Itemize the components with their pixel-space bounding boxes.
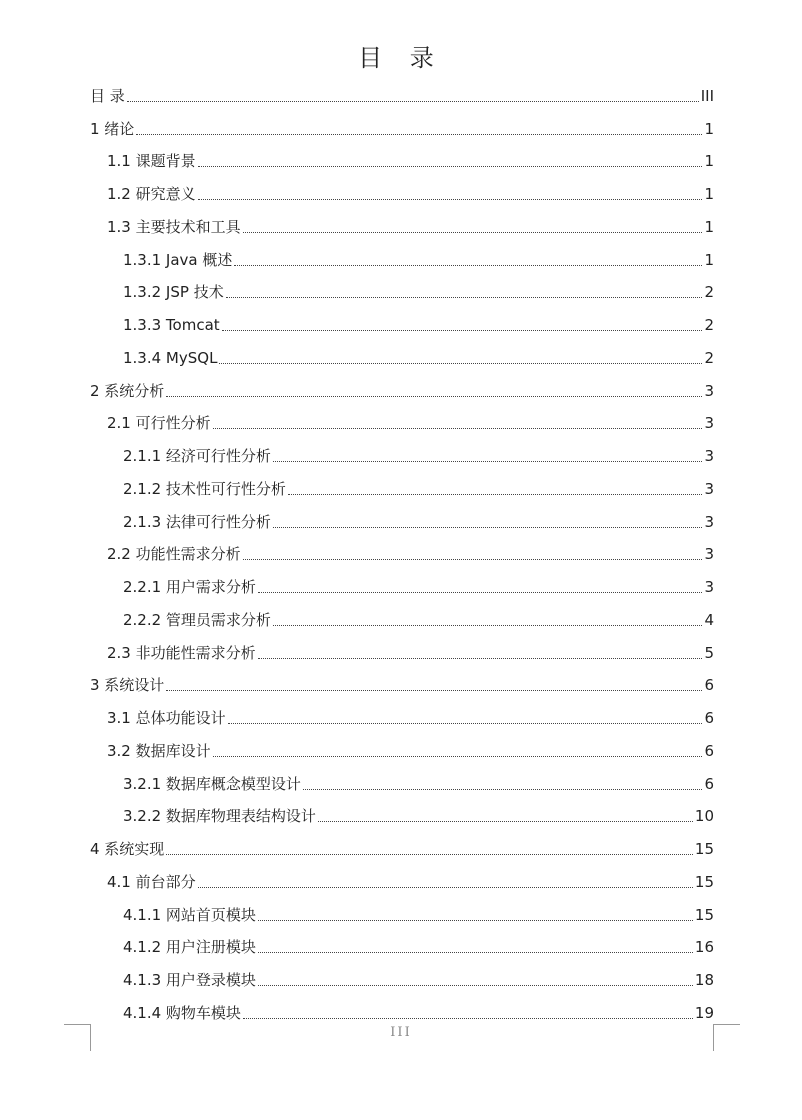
toc-entry-label: 2 系统分析 bbox=[90, 381, 165, 400]
toc-entry[interactable] bbox=[90, 334, 714, 367]
toc-dot-leader bbox=[258, 951, 693, 953]
toc-entry-label: 1.3.3 Tomcat bbox=[123, 316, 220, 334]
toc-dot-leader bbox=[258, 984, 693, 986]
toc-entry[interactable] bbox=[90, 367, 714, 400]
toc-entry-page-number: 15 bbox=[694, 905, 714, 924]
toc-dot-leader bbox=[198, 198, 703, 200]
toc-entry-page-number: 4 bbox=[704, 610, 714, 629]
toc-dot-leader bbox=[234, 264, 702, 266]
toc-dot-leader bbox=[213, 755, 703, 757]
toc-entry[interactable] bbox=[90, 956, 714, 989]
toc-entry-page-number: 10 bbox=[694, 807, 714, 826]
toc-dot-leader bbox=[303, 788, 703, 790]
toc-entry-label: 4 系统实现 bbox=[90, 840, 165, 858]
toc-dot-leader bbox=[222, 329, 703, 331]
toc-entry[interactable] bbox=[90, 924, 714, 957]
toc-dot-leader bbox=[273, 526, 703, 528]
toc-entry[interactable] bbox=[90, 727, 714, 760]
toc-entry[interactable] bbox=[90, 269, 714, 302]
toc-entry-label: 4.1.4 购物车模块 bbox=[123, 1003, 241, 1022]
toc-entry[interactable] bbox=[90, 301, 714, 334]
toc-entry-label: 4.1.1 网站首页模块 bbox=[123, 905, 256, 924]
toc-entry-label: 3.2.1 数据库概念模型设计 bbox=[123, 774, 301, 793]
toc-dot-leader bbox=[166, 853, 693, 855]
toc-entry-label: 3.2 数据库设计 bbox=[107, 741, 211, 760]
toc-entry[interactable] bbox=[90, 596, 714, 629]
page-title: 目 录 bbox=[358, 44, 444, 73]
toc-dot-leader bbox=[219, 362, 702, 364]
toc-entry-page-number: 1 bbox=[704, 250, 714, 269]
toc-entry[interactable] bbox=[90, 72, 714, 105]
toc-entry-page-number: 5 bbox=[704, 643, 714, 662]
toc-dot-leader bbox=[226, 296, 703, 298]
toc-entry[interactable] bbox=[90, 105, 714, 138]
toc-entry-page-number: 19 bbox=[694, 1003, 714, 1022]
toc-entry-label: 2.1.3 法律可行性分析 bbox=[123, 512, 271, 531]
table-of-contents bbox=[90, 72, 714, 1022]
toc-dot-leader bbox=[243, 558, 703, 560]
toc-entry[interactable] bbox=[90, 236, 714, 269]
toc-entry-label: 2.2.1 用户需求分析 bbox=[123, 578, 256, 596]
toc-entry-page-number: 3 bbox=[704, 545, 714, 564]
toc-entry[interactable] bbox=[90, 825, 714, 858]
toc-entry-page-number: 6 bbox=[704, 709, 714, 727]
toc-entry-label: 2.2 功能性需求分析 bbox=[107, 545, 241, 564]
toc-entry-label: 2.1 可行性分析 bbox=[107, 414, 211, 433]
toc-entry-page-number: 1 bbox=[704, 185, 714, 203]
toc-entry[interactable] bbox=[90, 760, 714, 793]
toc-entry-page-number: 2 bbox=[704, 348, 714, 367]
toc-entry-label: 2.2.2 管理员需求分析 bbox=[123, 610, 271, 629]
toc-entry[interactable] bbox=[90, 563, 714, 596]
toc-entry-label: 3.1 总体功能设计 bbox=[107, 709, 226, 727]
toc-dot-leader bbox=[258, 919, 693, 921]
toc-entry[interactable] bbox=[90, 629, 714, 662]
toc-entry-page-number: 2 bbox=[704, 316, 714, 334]
toc-entry[interactable] bbox=[90, 531, 714, 564]
toc-entry-label: 3.2.2 数据库物理表结构设计 bbox=[123, 807, 316, 826]
toc-entry-label: 1.3.4 MySQL bbox=[123, 348, 218, 367]
toc-dot-leader bbox=[288, 493, 703, 495]
toc-entry-page-number: 6 bbox=[704, 741, 714, 760]
toc-entry-label: 4.1.3 用户登录模块 bbox=[123, 971, 256, 989]
toc-entry-label: 2.1.2 技术性可行性分析 bbox=[123, 479, 286, 498]
toc-entry-page-number: 3 bbox=[704, 381, 714, 400]
toc-entry-page-number: 15 bbox=[694, 840, 714, 858]
toc-entry-label: 1.3.1 Java 概述 bbox=[123, 250, 233, 269]
toc-dot-leader bbox=[198, 886, 693, 888]
toc-entry[interactable] bbox=[90, 793, 714, 826]
toc-entry-page-number: III bbox=[700, 86, 714, 105]
toc-entry-page-number: 3 bbox=[704, 512, 714, 531]
toc-entry[interactable] bbox=[90, 989, 714, 1022]
toc-entry-page-number: 3 bbox=[704, 447, 714, 465]
toc-entry[interactable] bbox=[90, 891, 714, 924]
toc-entry[interactable] bbox=[90, 694, 714, 727]
toc-entry[interactable] bbox=[90, 138, 714, 171]
toc-entry-page-number: 15 bbox=[694, 872, 714, 891]
toc-entry-page-number: 6 bbox=[704, 676, 714, 695]
toc-dot-leader bbox=[166, 689, 702, 691]
toc-dot-leader bbox=[213, 427, 703, 429]
toc-entry-label: 1.2 研究意义 bbox=[107, 185, 196, 203]
toc-entry-label: 1.1 课题背景 bbox=[107, 152, 196, 171]
toc-entry[interactable] bbox=[90, 465, 714, 498]
toc-entry-label: 2.3 非功能性需求分析 bbox=[107, 643, 256, 662]
toc-dot-leader bbox=[318, 820, 693, 822]
toc-entry-page-number: 16 bbox=[694, 938, 714, 957]
toc-entry-page-number: 6 bbox=[704, 774, 714, 793]
toc-entry-page-number: 3 bbox=[704, 578, 714, 596]
toc-dot-leader bbox=[198, 165, 703, 167]
footer-page-number: III bbox=[390, 1025, 412, 1040]
toc-dot-leader bbox=[273, 460, 703, 462]
toc-entry-page-number: 18 bbox=[694, 971, 714, 989]
toc-entry-label: 1.3 主要技术和工具 bbox=[107, 217, 241, 236]
toc-entry-label: 3 系统设计 bbox=[90, 676, 165, 695]
toc-entry-label: 1 绪论 bbox=[90, 119, 135, 138]
toc-entry-label: 2.1.1 经济可行性分析 bbox=[123, 447, 271, 465]
toc-dot-leader bbox=[258, 657, 703, 659]
toc-entry[interactable] bbox=[90, 400, 714, 433]
toc-entry[interactable] bbox=[90, 203, 714, 236]
toc-entry[interactable] bbox=[90, 662, 714, 695]
toc-entry[interactable] bbox=[90, 498, 714, 531]
toc-entry-label: 目 录 bbox=[90, 86, 125, 105]
toc-entry-label: 4.1.2 用户注册模块 bbox=[123, 938, 256, 957]
toc-dot-leader bbox=[243, 1017, 693, 1019]
toc-dot-leader bbox=[258, 591, 703, 593]
toc-entry-page-number: 2 bbox=[704, 283, 714, 302]
toc-dot-leader bbox=[243, 231, 703, 233]
toc-entry[interactable] bbox=[90, 432, 714, 465]
toc-dot-leader bbox=[127, 100, 699, 102]
toc-entry-label: 4.1 前台部分 bbox=[107, 872, 196, 891]
toc-dot-leader bbox=[166, 395, 702, 397]
toc-entry-page-number: 1 bbox=[704, 152, 714, 171]
toc-dot-leader bbox=[136, 133, 702, 135]
toc-entry-page-number: 1 bbox=[704, 217, 714, 236]
toc-dot-leader bbox=[273, 624, 703, 626]
toc-entry-page-number: 1 bbox=[704, 119, 714, 138]
toc-entry-page-number: 3 bbox=[704, 479, 714, 498]
toc-dot-leader bbox=[228, 722, 703, 724]
toc-entry-label: 1.3.2 JSP 技术 bbox=[123, 283, 224, 302]
toc-entry[interactable] bbox=[90, 170, 714, 203]
toc-entry[interactable] bbox=[90, 858, 714, 891]
toc-entry-page-number: 3 bbox=[704, 414, 714, 433]
